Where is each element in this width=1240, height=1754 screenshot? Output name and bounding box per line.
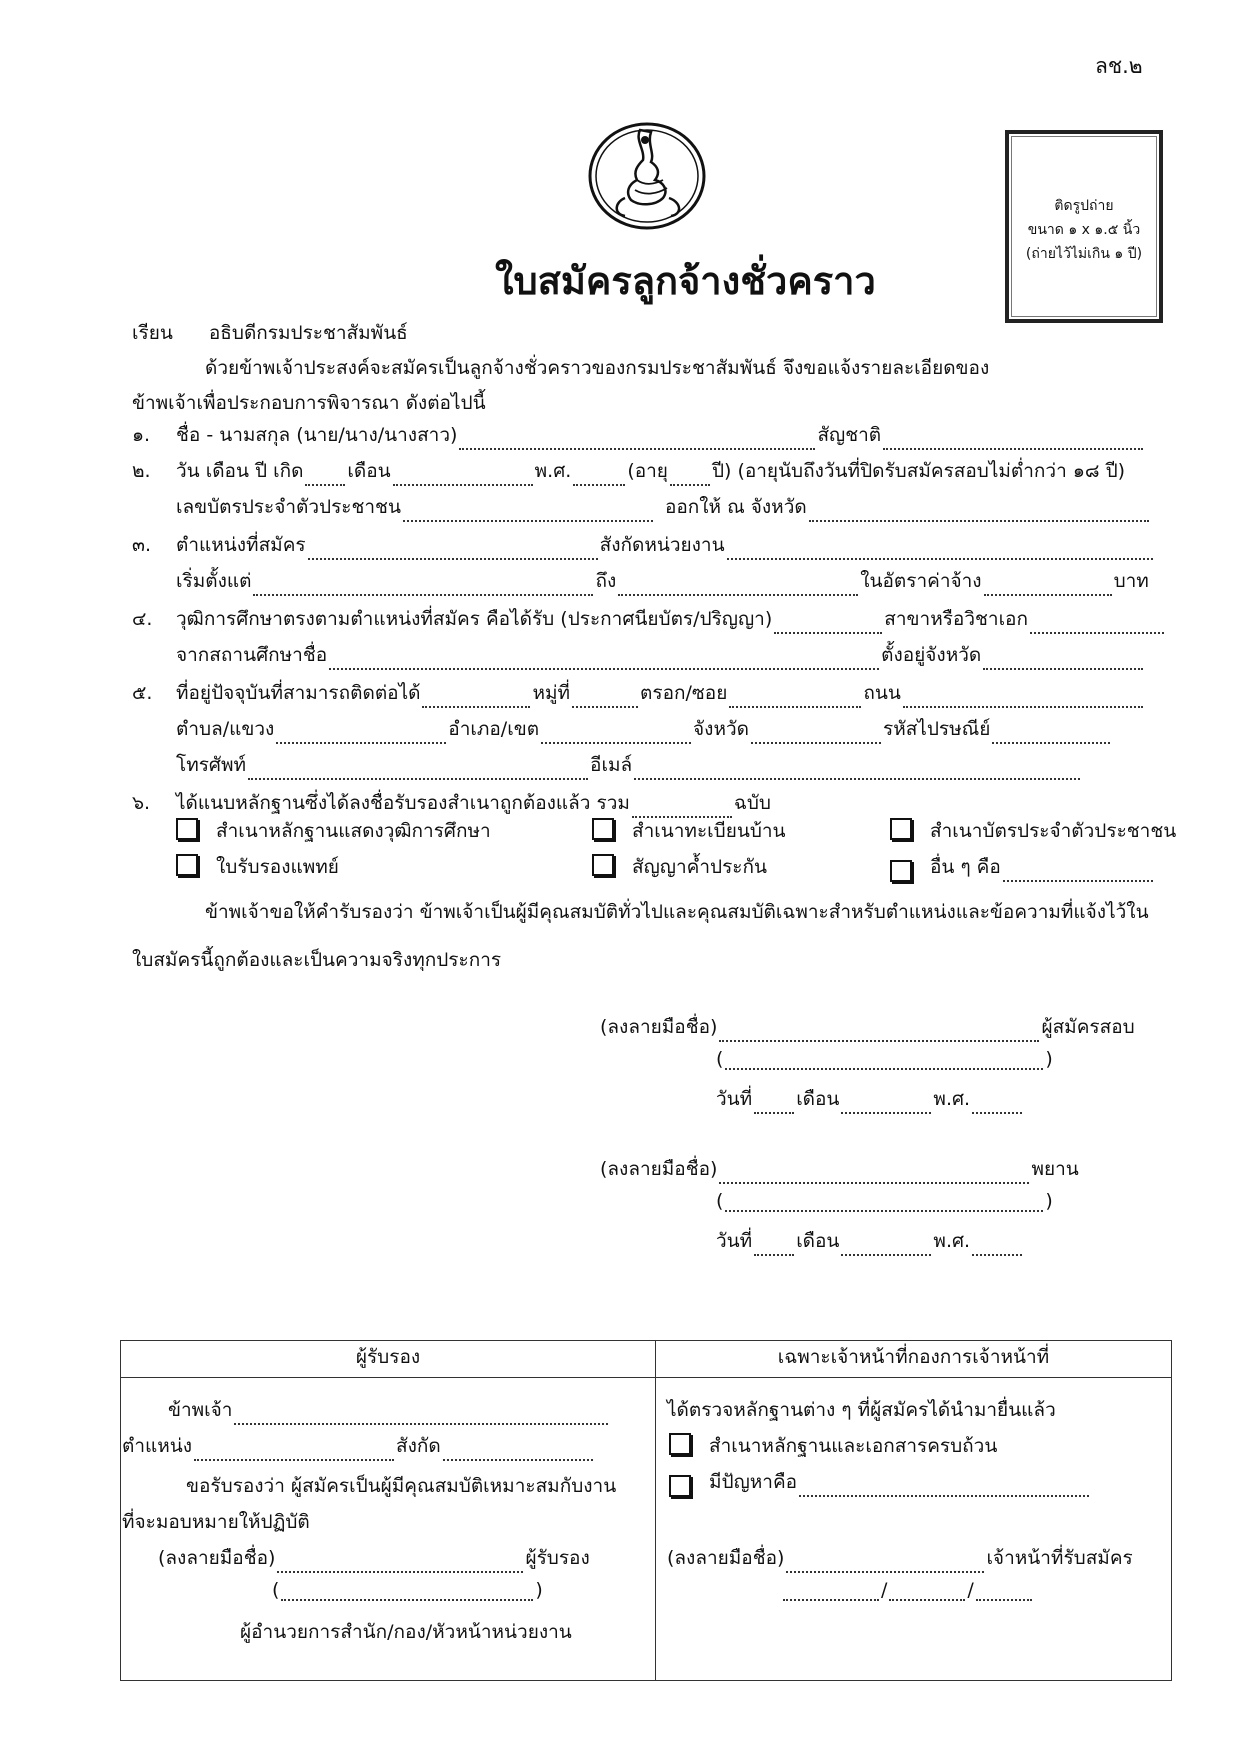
other-field[interactable] (1003, 860, 1153, 882)
paren-open: ( (716, 1048, 724, 1070)
endorser-signature-field[interactable] (277, 1551, 523, 1573)
nationality-label: สัญชาติ (817, 424, 882, 446)
paren-open: ( (272, 1579, 280, 1601)
house-number-field[interactable] (422, 686, 530, 708)
institution-row (176, 640, 1145, 670)
sign-label: (ลงลายมือชื่อ) (600, 1158, 718, 1180)
checkbox-label: ใบรับรองแพทย์ (216, 856, 339, 878)
endorser-header: ผู้รับรอง (121, 1341, 656, 1378)
employment-period-row (176, 566, 1149, 596)
item-4-row (132, 604, 1166, 634)
date-separator: / (967, 1579, 974, 1601)
item-number: ๑. (132, 424, 151, 446)
soi-label: ตรอก/ซอย (640, 682, 728, 704)
salutation (132, 318, 408, 348)
birth-day-field[interactable] (305, 464, 345, 486)
endorser-name-row (168, 1395, 610, 1425)
problem-field[interactable] (799, 1475, 1089, 1497)
item-1-row (132, 420, 1145, 450)
checkbox-icon[interactable] (592, 818, 614, 840)
road-label: ถนน (863, 682, 901, 704)
photo-instruction-3: (ถ่ายไว้ไม่เกิน ๑ ปี) (1025, 246, 1143, 262)
officer-signature-field[interactable] (786, 1551, 984, 1573)
end-field[interactable] (618, 574, 858, 596)
form-code: ลช.๒ (1095, 54, 1143, 78)
endorser-name-field[interactable] (234, 1403, 608, 1425)
education-field[interactable] (774, 612, 882, 634)
applied-position-label: ตำแหน่งที่สมัคร (176, 534, 306, 556)
birth-date-label: วัน เดือน ปี เกิด (176, 460, 304, 482)
department-emblem (585, 110, 710, 235)
officer-month-field[interactable] (889, 1579, 965, 1601)
start-label: เริ่มตั้งแต่ (176, 570, 252, 592)
sign-label: (ลงลายมือชื่อ) (667, 1547, 785, 1569)
endorser-cell (121, 1378, 656, 1681)
declaration-line-2: ใบสมัครนี้ถูกต้องและเป็นความจริงทุกประการ (132, 949, 502, 971)
witness-signature-row (600, 1154, 1079, 1184)
checkbox-icon[interactable] (176, 854, 198, 876)
subdistrict-field[interactable] (276, 722, 446, 744)
officer-date-row (781, 1579, 1034, 1601)
paren-close: ) (1045, 1190, 1053, 1212)
postcode-field[interactable] (992, 722, 1110, 744)
endorser-position-label: ตำแหน่ง (122, 1435, 193, 1457)
intro-line-2: ข้าพเจ้าเพื่อประกอบการพิจารณา ดังต่อไปนี้ (132, 392, 486, 414)
subdistrict-label: ตำบล/แขวง (176, 718, 275, 740)
paren-close: ) (535, 1579, 543, 1601)
item-number: ๒. (132, 460, 151, 482)
attachment-count-field[interactable] (632, 796, 732, 818)
item-6-row (132, 788, 771, 818)
name-label: ชื่อ - นามสกุล (นาย/นาง/นางสาว) (176, 424, 458, 446)
unit-label: สังกัดหน่วยงาน (599, 534, 725, 556)
district-field[interactable] (541, 722, 691, 744)
officer-role-label: เจ้าหน้าที่รับสมัคร (986, 1547, 1133, 1569)
applicant-name-field[interactable] (725, 1048, 1043, 1070)
birth-month-field[interactable] (393, 464, 533, 486)
item-number: ๔. (132, 608, 153, 630)
officer-checked-text: ได้ตรวจหลักฐานต่าง ๆ ที่ผู้สมัครได้นำมายื่นแล้ว (667, 1399, 1056, 1421)
endorser-i-label: ข้าพเจ้า (168, 1399, 233, 1421)
checkbox-label: สำเนาหลักฐานแสดงวุฒิการศึกษา (216, 820, 491, 842)
unit-field[interactable] (727, 538, 1153, 560)
endorser-fullname-row (272, 1579, 543, 1601)
id-card-label: เลขบัตรประจำตัวประชาชน (176, 496, 401, 518)
declaration-line-1: ข้าพเจ้าขอให้คำรับรองว่า ข้าพเจ้าเป็นผู้มีคุณสมบัติทั่วไปและคุณสมบัติเฉพาะสำหรับตำแหน่งและข้อความที่แจ้งไว้ใน (205, 901, 1149, 923)
endorser-certify-2: ที่จะมอบหมายให้ปฏิบัติ (122, 1511, 310, 1533)
checkbox-icon[interactable] (176, 818, 198, 840)
applicant-date-row (716, 1084, 1024, 1114)
major-field[interactable] (1030, 612, 1164, 634)
witness-signature-field[interactable] (719, 1162, 1029, 1184)
officer-cell (656, 1378, 1172, 1681)
paren-close: ) (1045, 1048, 1053, 1070)
checkbox-icon[interactable] (890, 860, 912, 882)
applied-position-field[interactable] (308, 538, 598, 560)
phone-label: โทรศัพท์ (176, 754, 247, 776)
district-row (176, 714, 1112, 744)
issued-province-field[interactable] (809, 500, 1149, 522)
birth-year-field[interactable] (573, 464, 625, 486)
id-card-field[interactable] (403, 500, 653, 522)
photo-instruction-1: ติดรูปถ่าย (1054, 198, 1114, 214)
major-label: สาขาหรือวิชาเอก (884, 608, 1028, 630)
year-field[interactable] (972, 1092, 1022, 1114)
officer-year-field[interactable] (976, 1579, 1032, 1601)
email-field[interactable] (634, 758, 1080, 780)
paren-open: ( (716, 1190, 724, 1212)
education-label: วุฒิการศึกษาตรงตามตำแหน่งที่สมัคร คือได้รับ (ประกาศนียบัตร/ปริญญา) (176, 608, 773, 630)
checkbox-icon[interactable] (592, 854, 614, 876)
applicant-signature-field[interactable] (719, 1020, 1039, 1042)
moo-field[interactable] (572, 686, 638, 708)
age-note: (อายุนับถึงวันที่ปิดรับสมัครสอบไม่ต่ำกว่า ๑๘ ปี) (737, 460, 1126, 482)
salutation-recipient: อธิบดีกรมประชาสัมพันธ์ (208, 322, 408, 344)
address-label: ที่อยู่ปัจจุบันที่สามารถติดต่อได้ (176, 682, 421, 704)
checkbox-medical-certificate[interactable] (176, 852, 339, 882)
checkbox-icon[interactable] (669, 1475, 691, 1497)
endorser-title: ผู้อำนวยการสำนัก/กอง/หัวหน้าหน่วยงาน (240, 1621, 572, 1643)
institution-province-field[interactable] (983, 648, 1143, 670)
item-2-row (132, 456, 1125, 486)
day-label: วันที่ (716, 1088, 753, 1110)
sign-label: (ลงลายมือชื่อ) (600, 1016, 718, 1038)
phone-field[interactable] (248, 758, 588, 780)
certification-table (120, 1340, 1172, 1681)
form-title: ใบสมัครลูกจ้างชั่วคราว (495, 259, 876, 303)
road-field[interactable] (903, 686, 1143, 708)
item-5-row (132, 678, 1145, 708)
soi-field[interactable] (729, 686, 861, 708)
endorser-certify-1: ขอรับรองว่า ผู้สมัครเป็นผู้มีคุณสมบัติเหมาะสมกับงาน (186, 1475, 617, 1497)
month-field[interactable] (841, 1234, 931, 1256)
wage-field[interactable] (984, 574, 1112, 596)
checkbox-icon[interactable] (890, 818, 912, 840)
email-label: อีเมล์ (590, 754, 633, 776)
contact-row (176, 750, 1082, 780)
institution-label: จากสถานศึกษาชื่อ (176, 644, 328, 666)
checkbox-label: สำเนาบัตรประจำตัวประชาชน (930, 820, 1177, 842)
endorser-role-label: ผู้รับรอง (525, 1547, 590, 1569)
institution-province-label: ตั้งอยู่จังหวัด (881, 644, 982, 666)
checkbox-label: สัญญาค้ำประกัน (632, 856, 767, 878)
item-number: ๓. (132, 534, 152, 556)
month-label: เดือน (796, 1088, 840, 1110)
day-label: วันที่ (716, 1230, 753, 1252)
endorser-position-row (122, 1431, 595, 1461)
start-field[interactable] (253, 574, 593, 596)
sign-label: (ลงลายมือชื่อ) (158, 1547, 276, 1569)
endorser-signature-row (158, 1543, 590, 1573)
witness-name-field[interactable] (725, 1190, 1043, 1212)
checkbox-icon[interactable] (669, 1433, 691, 1455)
wage-label: ในอัตราค่าจ้าง (860, 570, 982, 592)
item-number: ๖. (132, 792, 151, 814)
postcode-label: รหัสไปรษณีย์ (882, 718, 991, 740)
witness-date-row (716, 1226, 1024, 1256)
witness-name-row (716, 1190, 1053, 1212)
nationality-field[interactable] (883, 428, 1143, 450)
district-label: อำเภอ/เขต (448, 718, 540, 740)
age-field[interactable] (670, 464, 710, 486)
photo-instruction-2: ขนาด ๑ x ๑.๕ นิ้ว (1027, 222, 1141, 238)
date-separator: / (881, 1579, 888, 1601)
end-label: ถึง (595, 570, 617, 592)
id-card-row (176, 492, 1151, 522)
day-field[interactable] (754, 1092, 794, 1114)
checkbox-has-problem[interactable] (669, 1467, 1091, 1497)
endorser-fullname-field[interactable] (281, 1579, 533, 1601)
checkbox-label: สำเนาทะเบียนบ้าน (632, 820, 786, 842)
checkbox-label: สำเนาหลักฐานและเอกสารครบถ้วน (709, 1435, 998, 1457)
baht-label: บาท (1113, 570, 1149, 592)
officer-day-field[interactable] (783, 1579, 879, 1601)
applicant-signature-row (600, 1012, 1135, 1042)
province-label: จังหวัด (693, 718, 749, 740)
province-field[interactable] (751, 722, 881, 744)
checkbox-house-registration[interactable] (592, 816, 786, 846)
day-field[interactable] (754, 1234, 794, 1256)
checkbox-label: อื่น ๆ คือ (930, 856, 1001, 878)
salutation-label: เรียน (132, 322, 173, 344)
name-field[interactable] (459, 428, 815, 450)
item-number: ๕. (132, 682, 153, 704)
month-label: เดือน (796, 1230, 840, 1252)
endorser-under-label: สังกัด (396, 1435, 441, 1457)
item-3-row (132, 530, 1155, 560)
copies-label: ฉบับ (733, 792, 771, 814)
checkbox-id-education[interactable] (176, 816, 491, 846)
endorser-under-field[interactable] (443, 1439, 593, 1461)
age-unit: ปี) (711, 460, 732, 482)
attachments-label: ได้แนบหลักฐานซึ่งได้ลงชื่อรับรองสำเนาถูกต้องแล้ว รวม (176, 792, 630, 814)
applicant-label: ผู้สมัครสอบ (1041, 1016, 1135, 1038)
birth-month-label: เดือน (347, 460, 391, 482)
endorser-position-field[interactable] (194, 1439, 394, 1461)
witness-label: พยาน (1031, 1158, 1079, 1180)
moo-label: หมู่ที่ (532, 682, 571, 704)
birth-year-label: พ.ศ. (534, 460, 572, 482)
officer-signature-row (667, 1543, 1133, 1573)
year-field[interactable] (972, 1234, 1022, 1256)
photo-placeholder-box[interactable] (1005, 130, 1163, 323)
checkbox-label: มีปัญหาคือ (709, 1471, 798, 1493)
checkbox-other[interactable] (890, 852, 1155, 882)
year-label: พ.ศ. (933, 1230, 971, 1252)
checkbox-guarantee-contract[interactable] (592, 852, 767, 882)
checkbox-documents-complete[interactable] (669, 1431, 997, 1461)
month-field[interactable] (841, 1092, 931, 1114)
issued-province-label: ออกให้ ณ จังหวัด (664, 496, 807, 518)
year-label: พ.ศ. (933, 1088, 971, 1110)
officer-header: เฉพาะเจ้าหน้าที่กองการเจ้าหน้าที่ (656, 1341, 1172, 1378)
checkbox-id-card[interactable] (890, 816, 1176, 846)
institution-field[interactable] (329, 648, 879, 670)
age-label: (อายุ (627, 460, 668, 482)
intro-line-1: ด้วยข้าพเจ้าประสงค์จะสมัครเป็นลูกจ้างชั่วคราวของกรมประชาสัมพันธ์ จึงขอแจ้งรายละเอียดของ (205, 357, 990, 379)
applicant-name-row (716, 1048, 1053, 1070)
